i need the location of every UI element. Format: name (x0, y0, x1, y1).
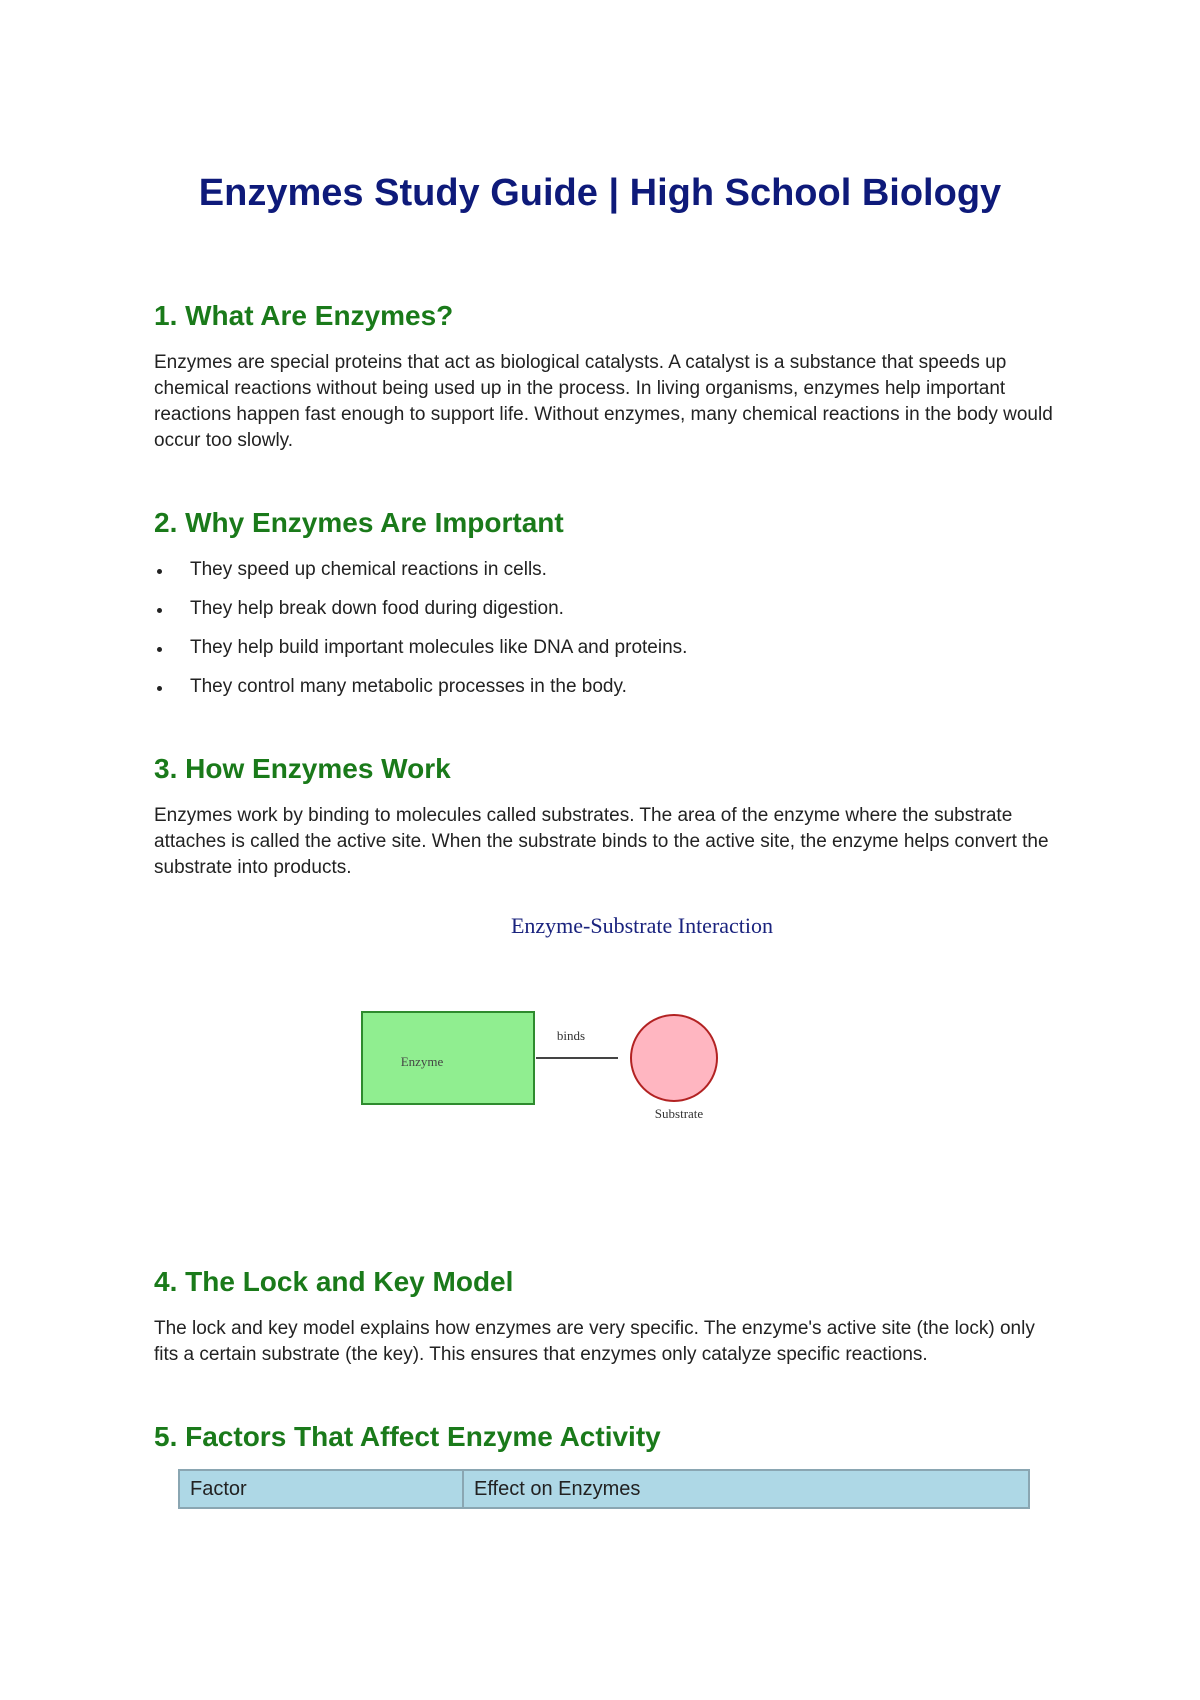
section-heading-what-are-enzymes: 1. What Are Enzymes? (154, 300, 454, 331)
table-header-row (179, 1470, 1029, 1508)
section-heading-how-enzymes-work: 3. How Enzymes Work (154, 753, 451, 784)
substrate-circle (631, 1015, 717, 1101)
section-heading-lock-and-key: 4. The Lock and Key Model (154, 1266, 514, 1297)
table-header-effect: Effect on Enzymes (463, 1470, 1029, 1508)
section-paragraph-how-enzymes-work: Enzymes work by binding to molecules called substrates. The area of the enzyme where the substrate attaches is called the active site. When the substrate binds to the active site, the enzyme helps convert the substrate into products. (154, 805, 1049, 878)
list-item-text: They help build important molecules like DNA and proteins. (190, 637, 688, 658)
factors-table (178, 1469, 1030, 1509)
bullet-icon (157, 569, 162, 574)
substrate-label: Substrate (654, 1106, 704, 1121)
page-title: Enzymes Study Guide | High School Biology (198, 172, 1002, 214)
section-paragraph-lock-and-key: The lock and key model explains how enzymes are very specific. The enzyme's active site (the lock) only fits a certain substrate (the key). This ensures that enzymes only catalyze specific reactions. (154, 1318, 1035, 1365)
list-item (154, 635, 1054, 674)
table-header-factor: Factor (179, 1470, 463, 1508)
bullet-icon (157, 608, 162, 613)
binds-label: binds (556, 1028, 586, 1043)
bullet-icon (157, 686, 162, 691)
enzyme-substrate-diagram (340, 905, 800, 1135)
section-paragraph-what-are-enzymes: Enzymes are special proteins that act as biological catalysts. A catalyst is a substance that speeds up chemical reactions without being used up in the process. In living organisms, enzymes help important reactions happen fast enough to support life. Without enzymes, many chemical reactions in the body would occur too slowly. (154, 352, 1053, 451)
importance-bullet-list (154, 557, 1054, 713)
section-heading-factors: 5. Factors That Affect Enzyme Activity (154, 1421, 661, 1452)
enzyme-box (362, 1012, 534, 1104)
list-item-text: They speed up chemical reactions in cells. (190, 559, 547, 580)
enzyme-label: Enzyme (400, 1054, 444, 1069)
diagram-canvas (340, 905, 800, 1135)
diagram-title: Enzyme-Substrate Interaction (510, 913, 774, 938)
bullet-icon (157, 647, 162, 652)
list-item (154, 674, 1054, 713)
section-heading-why-important: 2. Why Enzymes Are Important (154, 507, 564, 538)
list-item-text: They control many metabolic processes in the body. (190, 676, 627, 697)
list-item-text: They help break down food during digestion. (190, 598, 564, 619)
list-item (154, 557, 1054, 596)
list-item (154, 596, 1054, 635)
